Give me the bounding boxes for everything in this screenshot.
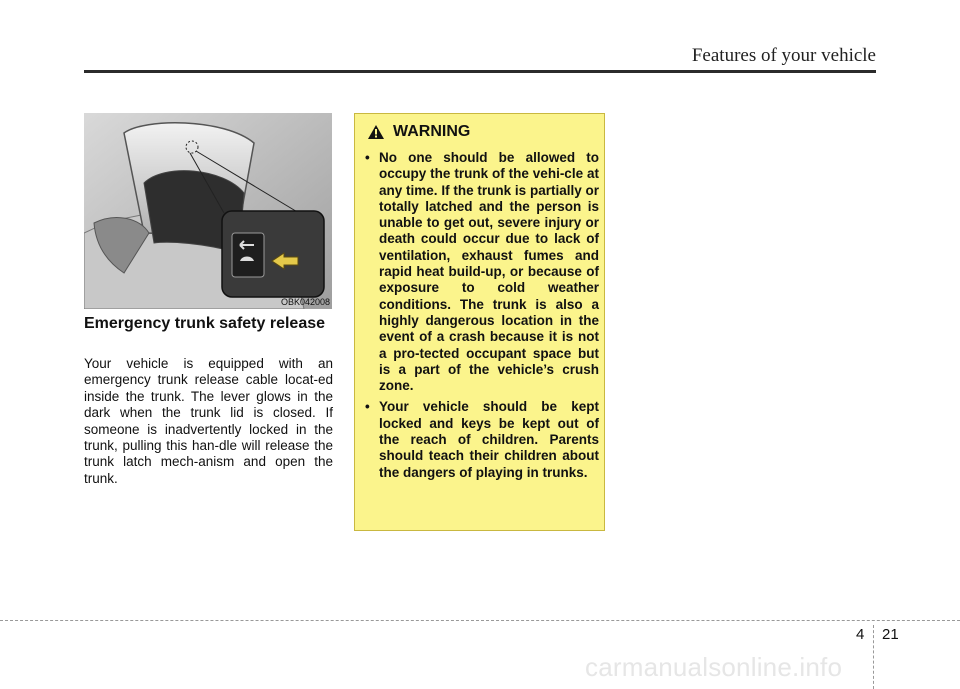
warning-title: WARNING [393, 123, 471, 140]
figure-code-label: OBK042008 [280, 297, 330, 307]
warning-box [354, 113, 605, 531]
chapter-number: 4 [856, 626, 865, 643]
warning-triangle-icon [367, 124, 385, 140]
section-heading: Emergency trunk safety release [84, 315, 326, 332]
page-number: 21 [882, 626, 899, 643]
watermark: carmanualsonline.info [585, 652, 843, 682]
footer-divider [873, 625, 874, 689]
header-rule [84, 70, 876, 73]
trunk-release-figure [84, 113, 332, 309]
warning-item: • No one should be allowed to occupy the trunk of the vehi-cle at any time. If the trunk is partially or totally latched and the person is unable to get out, severe injury or death could occur due to lack of ventilation, exhaust fumes and rapid heat build-up, or because of exposure to cold weather conditions. The trunk is also a highly dangerous location in the event of a crash because it is not a pro-tected occupant space but is a part of the vehicle’s crush zone. [363, 150, 599, 394]
warning-list [363, 150, 599, 486]
footer-rule [0, 620, 960, 621]
trunk-illustration [84, 113, 332, 309]
page-header-title: Features of your vehicle [691, 45, 876, 66]
warning-item: • Your vehicle should be kept locked and keys be kept out of the reach of children. Parents should teach their children about the dangers of playing in trunks. [363, 399, 599, 480]
section-body: Your vehicle is equipped with an emergency trunk release cable locat-ed inside the trunk. The lever glows in the dark when the trunk lid is closed. If someone is inadvertently locked in the trunk, pulling this han-dle will release the trunk latch mech-anism and open the trunk. [84, 356, 333, 486]
